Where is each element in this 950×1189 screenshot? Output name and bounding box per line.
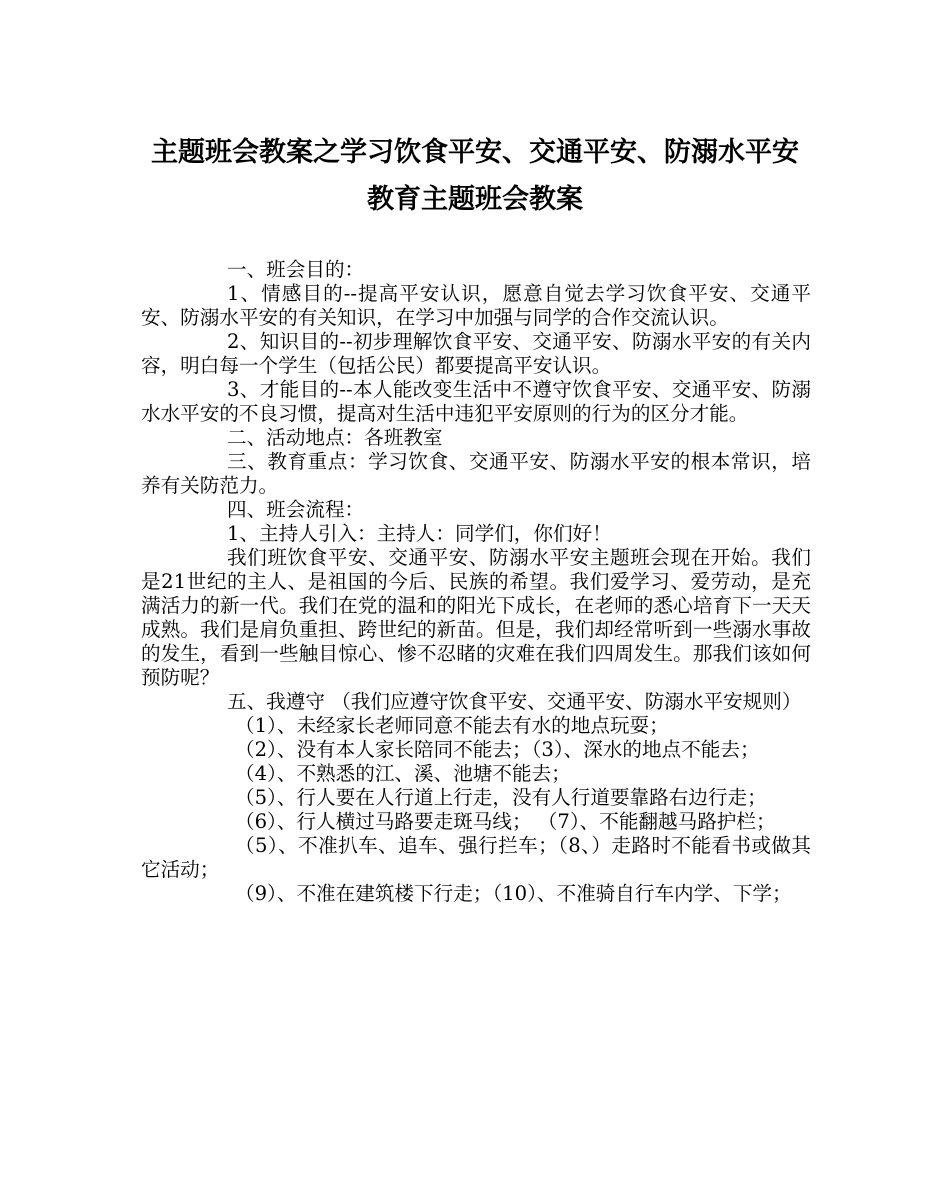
rule-item: （9）、不准在建筑楼下行走；（10）、不准骑自行车内学、下学；	[235, 882, 792, 905]
paragraph-host-intro: 1、主持人引入：主持人：同学们，你们好！	[227, 522, 612, 545]
page-title-line-1: 主题班会教案之学习饮食平安、交通平安、防溺水平安	[151, 137, 799, 168]
rule-item: （5）、不准扒车、追车、强行拦车；（8、）走路时不能看书或做其它活动；	[141, 834, 811, 881]
paragraph-knowledge-goal: 2、知识目的--初步理解饮食平安、交通平安、防溺水平安的有关内容，明白每一个学生（包括公民）都要提高平安认识。	[141, 330, 811, 377]
paragraph-emotional-goal: 1、情感目的--提高平安认识，愿意自觉去学习饮食平安、交通平安、防溺水平安的有关知识，在学习中加强与同学的合作交流认识。	[141, 282, 811, 329]
section-heading-process: 四、班会流程：	[227, 498, 365, 521]
rule-item: （5）、行人要在人行道上行走，没有人行道要靠路右边行走；	[235, 786, 767, 809]
section-heading-location: 二、活动地点：各班教室	[227, 426, 443, 449]
rule-item: （4）、不熟悉的江、溪、池塘不能去；	[235, 762, 571, 785]
page-title-line-2: 教育主题班会教案	[367, 184, 583, 215]
section-heading-purpose: 一、班会目的：	[227, 258, 365, 281]
section-heading-rules: 五、我遵守 （我们应遵守饮食平安、交通平安、防溺水平安规则）	[227, 690, 802, 713]
section-heading-focus: 三、教育重点：学习饮食、交通平安、防溺水平安的根本常识，培养有关防范力。	[141, 450, 811, 497]
rule-item: （1）、未经家长老师同意不能去有水的地点玩耍；	[235, 714, 669, 737]
paragraph-host-speech: 我们班饮食平安、交通平安、防溺水平安主题班会现在开始。我们是21世纪的主人、是祖国的今后、民族的希望。我们爱学习、爱劳动，是充满活力的新一代。我们在党的温和的阳光下成长，在老师的悉心培育下一天天成熟。我们是肩负重担、跨世纪的新苗。但是，我们却经常听到一些溺水事故的发生，看到一些触目惊心、惨不忍睹的灾难在我们四周发生。那我们该如何预防呢？	[141, 546, 811, 689]
document-body	[141, 258, 811, 906]
rule-item: （2）、没有本人家长陪同不能去；（3）、深水的地点不能去；	[235, 738, 760, 761]
rule-item: （6）、行人横过马路要走斑马线； （7）、不能翻越马路护栏；	[235, 810, 776, 833]
paragraph-ability-goal: 3、才能目的--本人能改变生活中不遵守饮食平安、交通平安、防溺水水平安的不良习惯，提高对生活中违犯平安原则的行为的区分才能。	[141, 378, 811, 425]
